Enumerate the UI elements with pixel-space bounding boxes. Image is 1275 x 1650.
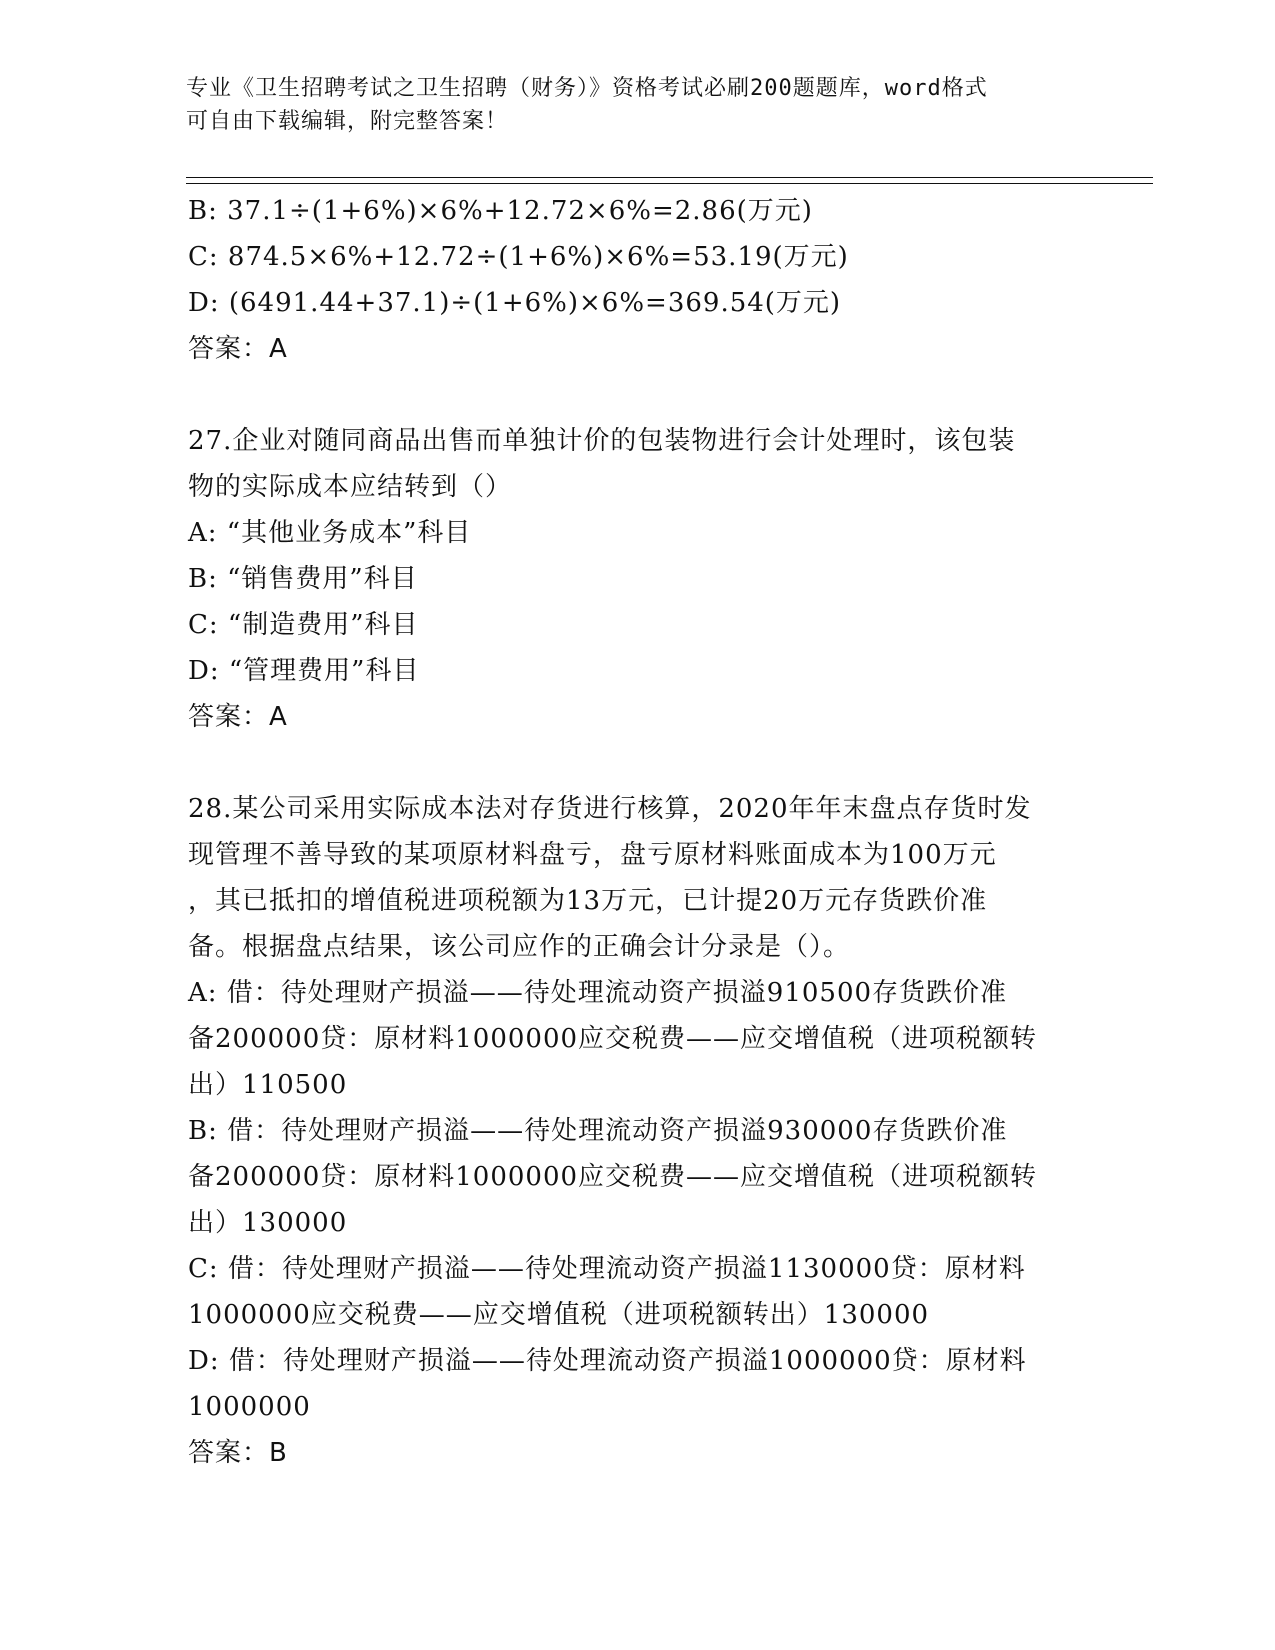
option-c: C: 874.5×6%+12.72÷(1+6%)×6%=53.19(万元) [188,242,849,272]
option-a-line: 备200000贷：原材料1000000应交税费——应交增值税（进项税额转 [188,1024,1038,1054]
question-stem-line: 物的实际成本应结转到（） [188,472,513,502]
header-rule-top [186,177,1153,178]
option-d: D: (6491.44+37.1)÷(1+6%)×6%=369.54(万元) [188,288,842,318]
question-27 [188,418,1088,740]
option-c-line: 1000000应交税费——应交增值税（进项税额转出）130000 [188,1300,930,1330]
option-b-line: 出）130000 [188,1208,348,1238]
question-28 [188,786,1088,1476]
option-b: B: 37.1÷(1+6%)×6%+12.72×6%=2.86(万元) [188,196,813,226]
header-title-line-2: 可自由下载编辑，附完整答案！ [186,109,509,134]
option-b-line: 备200000贷：原材料1000000应交税费——应交增值税（进项税额转 [188,1162,1038,1192]
question-stem-line: ，其已抵扣的增值税进项税额为13万元，已计提20万元存货跌价准 [188,886,988,916]
header-title-line-1: 专业《卫生招聘考试之卫生招聘（财务）》资格考试必刷200题题库，word格式 [186,76,988,101]
prev-question [188,188,1088,372]
option-b-line: B: 借：待处理财产损溢——待处理流动资产损溢930000存货跌价准 [188,1116,1008,1146]
question-stem-line: 28.某公司采用实际成本法对存货进行核算，2020年年末盘点存货时发 [188,794,1032,824]
option-c-line: C: 借：待处理财产损溢——待处理流动资产损溢1130000贷：原材料 [188,1254,1026,1284]
question-stem-line: 27.企业对随同商品出售而单独计价的包装物进行会计处理时，该包装 [188,426,1016,456]
option-a-line: A: 借：待处理财产损溢——待处理流动资产损溢910500存货跌价准 [188,978,1008,1008]
option-c: C: “制造费用”科目 [188,610,419,640]
spacer [188,740,1088,786]
option-d-line: D: 借：待处理财产损溢——待处理流动资产损溢1000000贷：原材料 [188,1346,1027,1376]
page-header [186,72,1086,138]
header-rule-bottom [186,183,1153,184]
answer: 答案：A [188,702,288,732]
answer: 答案：A [188,334,288,364]
option-b: B: “销售费用”科目 [188,564,418,594]
option-d: D: “管理费用”科目 [188,656,420,686]
question-stem-line: 现管理不善导致的某项原材料盘亏，盘亏原材料账面成本为100万元 [188,840,997,870]
question-stem-line: 备。根据盘点结果，该公司应作的正确会计分录是（）。 [188,932,851,962]
question-content [188,188,1088,1476]
option-d-line: 1000000 [188,1392,311,1422]
option-a: A: “其他业务成本”科目 [188,518,472,548]
spacer [188,372,1088,418]
answer: 答案：B [188,1438,288,1468]
option-a-line: 出）110500 [188,1070,348,1100]
